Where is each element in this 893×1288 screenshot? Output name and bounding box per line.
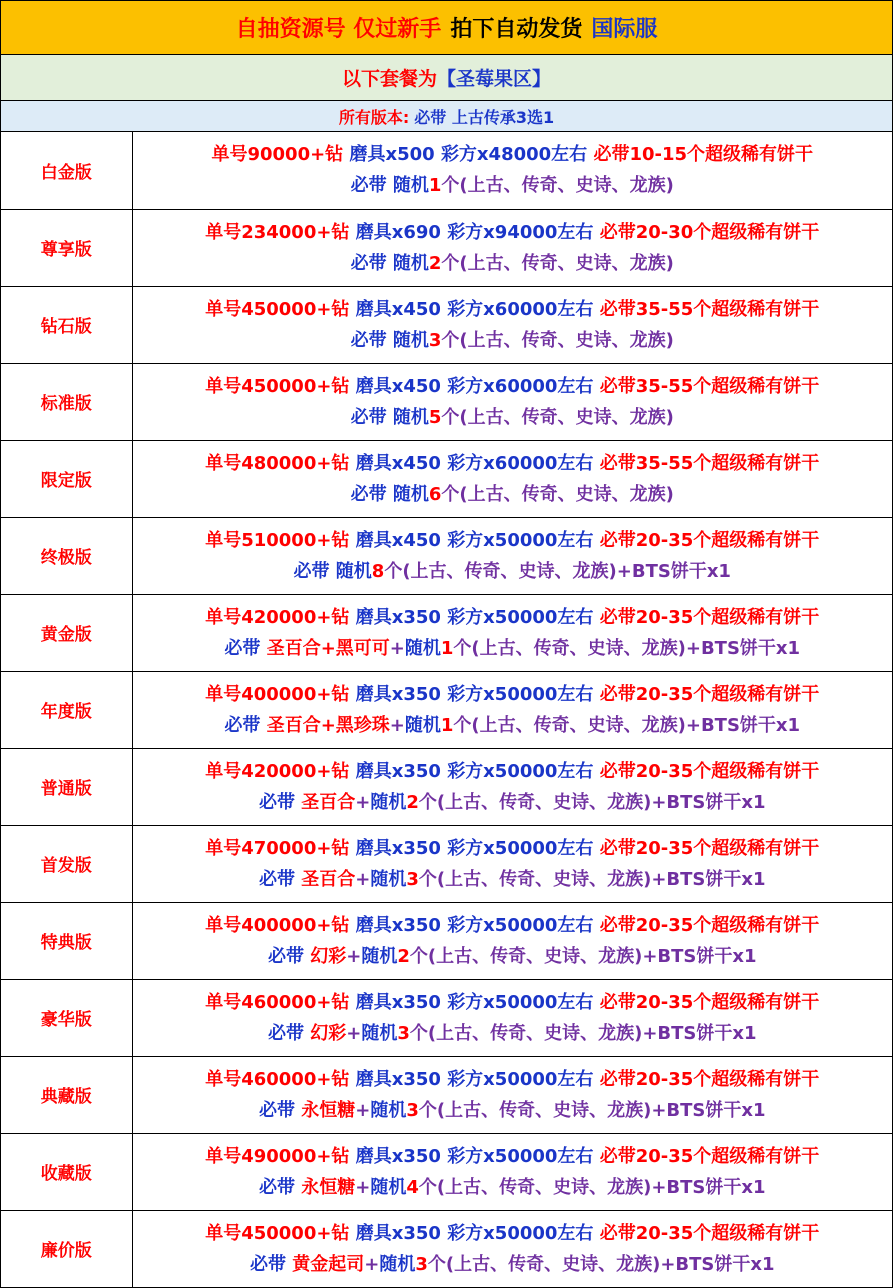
package-line-2 — [133, 941, 893, 972]
package-line-2 — [133, 864, 893, 895]
package-line-1 — [133, 679, 893, 710]
package-name: 标准版 — [1, 363, 132, 440]
subtitle-banner — [1, 55, 892, 101]
package-row — [1, 1056, 892, 1133]
package-name: 年度版 — [1, 671, 132, 748]
package-row — [1, 132, 892, 209]
package-line-1 — [133, 987, 893, 1018]
note-content: 必带 上古传承3选1 — [414, 107, 555, 127]
plus-sign: + — [355, 1176, 371, 1198]
bidai-label: 必带 — [350, 175, 387, 197]
random-tail: 个(上古、传奇、史诗、龙族) — [441, 252, 674, 274]
package-line-2 — [133, 1172, 893, 1203]
package-name: 终极版 — [1, 517, 132, 594]
random-label: 随机 — [361, 1022, 398, 1044]
package-line-1 — [133, 1218, 893, 1249]
rainbow-count: 彩方x60000左右 — [447, 298, 594, 320]
package-details — [132, 902, 892, 979]
guarantee-text: 必带20-35个超级稀有饼干 — [599, 760, 820, 782]
bidai-label: 必带 — [350, 252, 387, 274]
account-diamonds: 单号490000+钻 — [205, 1145, 350, 1167]
package-row — [1, 671, 892, 748]
package-row — [1, 209, 892, 286]
note-prefix: 所有版本: — [338, 107, 410, 127]
tools-count: 磨具x350 — [355, 914, 441, 936]
random-tail: 个(上古、传奇、史诗、龙族) — [441, 406, 674, 428]
random-tail: 个(上古、传奇、史诗、龙族) — [453, 714, 686, 736]
rainbow-count: 彩方x50000左右 — [447, 991, 594, 1013]
package-name: 白金版 — [1, 132, 132, 209]
package-line-1 — [133, 756, 893, 787]
random-count: 1 — [440, 637, 454, 659]
package-row — [1, 1210, 892, 1287]
random-count: 3 — [406, 1099, 419, 1121]
guarantee-text: 必带20-35个超级稀有饼干 — [599, 1222, 820, 1244]
bts-bonus: +BTS饼干x1 — [651, 1176, 766, 1198]
package-line-2 — [133, 402, 893, 433]
account-diamonds: 单号510000+钻 — [205, 529, 350, 551]
package-name: 收藏版 — [1, 1133, 132, 1210]
random-tail: 个(上古、传奇、史诗、龙族) — [418, 1099, 652, 1121]
package-name: 典藏版 — [1, 1056, 132, 1133]
tools-count: 磨具x450 — [355, 298, 441, 320]
extra-cookies: 永恒糖 — [301, 1176, 356, 1198]
package-line-2 — [133, 170, 893, 201]
bts-bonus: +BTS饼干x1 — [642, 1022, 757, 1044]
bidai-label: 必带 — [249, 1253, 286, 1275]
random-count: 6 — [428, 483, 442, 505]
tools-count: 磨具x450 — [355, 452, 441, 474]
bidai-label: 必带 — [350, 329, 387, 351]
account-diamonds: 单号460000+钻 — [205, 991, 350, 1013]
random-label: 随机 — [404, 714, 441, 736]
account-diamonds: 单号480000+钻 — [205, 452, 350, 474]
plus-sign: + — [346, 1022, 362, 1044]
package-line-2 — [133, 787, 893, 818]
package-line-1 — [133, 371, 893, 402]
title-part-server: 国际服 — [591, 17, 658, 42]
plus-sign: + — [389, 637, 405, 659]
package-name: 特典版 — [1, 902, 132, 979]
random-tail: 个(上古、传奇、史诗、龙族) — [418, 791, 652, 813]
package-line-1 — [133, 525, 893, 556]
random-label: 随机 — [370, 791, 407, 813]
rainbow-count: 彩方x48000左右 — [440, 144, 588, 166]
guarantee-text: 必带35-55个超级稀有饼干 — [599, 298, 820, 320]
random-tail: 个(上古、传奇、史诗、龙族) — [441, 329, 674, 351]
random-label: 随机 — [370, 1176, 407, 1198]
random-count: 3 — [415, 1253, 428, 1275]
random-tail: 个(上古、传奇、史诗、龙族) — [441, 483, 674, 505]
guarantee-text: 必带35-55个超级稀有饼干 — [599, 375, 820, 397]
tools-count: 磨具x350 — [355, 683, 441, 705]
package-name: 限定版 — [1, 440, 132, 517]
package-name: 普通版 — [1, 748, 132, 825]
package-name: 首发版 — [1, 825, 132, 902]
package-line-2 — [133, 248, 893, 279]
random-label: 随机 — [361, 945, 398, 967]
plus-sign: + — [364, 1253, 380, 1275]
package-row — [1, 363, 892, 440]
package-line-1 — [133, 833, 893, 864]
random-label: 随机 — [392, 406, 429, 428]
random-count: 3 — [428, 329, 442, 351]
extra-cookies: 幻彩 — [310, 1022, 347, 1044]
package-line-2 — [133, 633, 893, 664]
random-count: 1 — [440, 714, 454, 736]
package-line-1 — [133, 217, 893, 248]
bidai-label: 必带 — [224, 637, 261, 659]
note-banner — [1, 101, 892, 132]
package-line-1 — [133, 910, 893, 941]
random-count: 3 — [397, 1022, 410, 1044]
random-count: 1 — [428, 175, 442, 197]
package-details — [132, 594, 892, 671]
random-count: 4 — [406, 1176, 419, 1198]
package-line-2 — [133, 1249, 893, 1280]
tools-count: 磨具x350 — [355, 1145, 441, 1167]
bidai-label: 必带 — [224, 714, 261, 736]
package-line-1 — [133, 448, 893, 479]
bts-bonus: +BTS饼干x1 — [685, 714, 801, 736]
package-line-1 — [133, 1141, 893, 1172]
package-details — [132, 363, 892, 440]
random-label: 随机 — [392, 175, 429, 197]
package-line-2 — [133, 479, 893, 510]
extra-cookies: 圣百合 — [301, 791, 356, 813]
package-name: 黄金版 — [1, 594, 132, 671]
package-line-2 — [133, 1095, 893, 1126]
bts-bonus: +BTS饼干x1 — [616, 560, 731, 582]
bts-bonus: +BTS饼干x1 — [685, 637, 801, 659]
bidai-label: 必带 — [350, 483, 387, 505]
package-details — [132, 517, 892, 594]
package-line-2 — [133, 325, 893, 356]
guarantee-text: 必带20-35个超级稀有饼干 — [599, 837, 820, 859]
rainbow-count: 彩方x50000左右 — [447, 1145, 594, 1167]
package-row — [1, 440, 892, 517]
tools-count: 磨具x350 — [355, 837, 441, 859]
guarantee-text: 必带20-35个超级稀有饼干 — [599, 683, 820, 705]
rainbow-count: 彩方x50000左右 — [447, 1222, 594, 1244]
plus-sign: + — [355, 1099, 371, 1121]
title-part-main: 自抽资源号 仅过新手 — [235, 17, 442, 42]
package-details — [132, 132, 892, 209]
package-details — [132, 748, 892, 825]
package-details — [132, 825, 892, 902]
package-line-2 — [133, 556, 893, 587]
package-row — [1, 517, 892, 594]
random-count: 8 — [371, 560, 385, 582]
rainbow-count: 彩方x50000左右 — [447, 1068, 594, 1090]
random-label: 随机 — [392, 252, 429, 274]
package-row — [1, 594, 892, 671]
package-row — [1, 902, 892, 979]
account-diamonds: 单号420000+钻 — [205, 760, 350, 782]
random-tail: 个(上古、传奇、史诗、龙族) — [384, 560, 617, 582]
subtitle-server: 【圣莓果区】 — [437, 68, 552, 90]
package-line-1 — [133, 294, 893, 325]
tools-count: 磨具x350 — [355, 991, 441, 1013]
guarantee-text: 必带20-35个超级稀有饼干 — [599, 1068, 820, 1090]
extra-cookies: 黄金起司 — [292, 1253, 365, 1275]
random-tail: 个(上古、传奇、史诗、龙族) — [441, 175, 674, 197]
tools-count: 磨具x350 — [355, 606, 441, 628]
package-line-2 — [133, 710, 893, 741]
extra-cookies: 圣百合+黑珍珠 — [266, 714, 390, 736]
extra-cookies: 圣百合+黑可可 — [266, 637, 390, 659]
package-details — [132, 979, 892, 1056]
package-details — [132, 209, 892, 286]
title-banner — [1, 1, 892, 55]
rainbow-count: 彩方x50000左右 — [447, 606, 594, 628]
package-name: 尊享版 — [1, 209, 132, 286]
guarantee-text: 必带20-35个超级稀有饼干 — [599, 991, 820, 1013]
random-count: 2 — [397, 945, 410, 967]
random-tail: 个(上古、传奇、史诗、龙族) — [409, 945, 643, 967]
account-diamonds: 单号90000+钻 — [211, 144, 344, 166]
random-tail: 个(上古、传奇、史诗、龙族) — [409, 1022, 643, 1044]
package-line-1 — [133, 602, 893, 633]
plus-sign: + — [346, 945, 362, 967]
account-diamonds: 单号450000+钻 — [205, 298, 350, 320]
bidai-label: 必带 — [258, 1099, 295, 1121]
bidai-label: 必带 — [267, 1022, 304, 1044]
rainbow-count: 彩方x50000左右 — [447, 837, 594, 859]
random-tail: 个(上古、传奇、史诗、龙族) — [418, 1176, 652, 1198]
bidai-label: 必带 — [350, 406, 387, 428]
rainbow-count: 彩方x50000左右 — [447, 914, 594, 936]
rainbow-count: 彩方x60000左右 — [447, 452, 594, 474]
extra-cookies: 幻彩 — [310, 945, 347, 967]
random-label: 随机 — [370, 1099, 407, 1121]
rainbow-count: 彩方x50000左右 — [447, 760, 594, 782]
tools-count: 磨具x450 — [355, 529, 441, 551]
package-table — [1, 132, 892, 1288]
tools-count: 磨具x450 — [355, 375, 441, 397]
random-tail: 个(上古、传奇、史诗、龙族) — [453, 637, 686, 659]
random-label: 随机 — [370, 868, 407, 890]
guarantee-text: 必带10-15个超级稀有饼干 — [593, 144, 814, 166]
package-name: 廉价版 — [1, 1210, 132, 1287]
package-name: 钻石版 — [1, 286, 132, 363]
random-count: 2 — [428, 252, 442, 274]
package-details — [132, 1210, 892, 1287]
bidai-label: 必带 — [267, 945, 304, 967]
package-line-2 — [133, 1018, 893, 1049]
tools-count: 磨具x350 — [355, 1068, 441, 1090]
guarantee-text: 必带35-55个超级稀有饼干 — [599, 452, 820, 474]
package-details — [132, 1133, 892, 1210]
random-label: 随机 — [404, 637, 441, 659]
package-details — [132, 1056, 892, 1133]
guarantee-text: 必带20-35个超级稀有饼干 — [599, 529, 820, 551]
tools-count: 磨具x500 — [349, 144, 435, 166]
bts-bonus: +BTS饼干x1 — [651, 868, 766, 890]
account-diamonds: 单号450000+钻 — [205, 375, 350, 397]
bts-bonus: +BTS饼干x1 — [642, 945, 757, 967]
package-details — [132, 440, 892, 517]
rainbow-count: 彩方x94000左右 — [447, 221, 594, 243]
bidai-label: 必带 — [258, 791, 295, 813]
package-row — [1, 979, 892, 1056]
tools-count: 磨具x350 — [355, 760, 441, 782]
plus-sign: + — [355, 791, 371, 813]
random-count: 5 — [428, 406, 442, 428]
rainbow-count: 彩方x60000左右 — [447, 375, 594, 397]
account-diamonds: 单号420000+钻 — [205, 606, 350, 628]
random-label: 随机 — [392, 329, 429, 351]
guarantee-text: 必带20-35个超级稀有饼干 — [599, 606, 820, 628]
tools-count: 磨具x350 — [355, 1222, 441, 1244]
rainbow-count: 彩方x50000左右 — [447, 683, 594, 705]
bidai-label: 必带 — [293, 560, 330, 582]
guarantee-text: 必带20-35个超级稀有饼干 — [599, 914, 820, 936]
random-tail: 个(上古、传奇、史诗、龙族) — [427, 1253, 661, 1275]
tools-count: 磨具x690 — [355, 221, 441, 243]
account-diamonds: 单号450000+钻 — [205, 1222, 350, 1244]
account-diamonds: 单号400000+钻 — [205, 914, 350, 936]
random-count: 3 — [406, 868, 419, 890]
bts-bonus: +BTS饼干x1 — [651, 791, 766, 813]
plus-sign: + — [389, 714, 405, 736]
bidai-label: 必带 — [258, 1176, 295, 1198]
random-tail: 个(上古、传奇、史诗、龙族) — [418, 868, 652, 890]
title-part-delivery: 拍下自动发货 — [450, 17, 583, 42]
account-diamonds: 单号234000+钻 — [205, 221, 350, 243]
plus-sign: + — [355, 868, 371, 890]
random-label: 随机 — [379, 1253, 416, 1275]
bts-bonus: +BTS饼干x1 — [660, 1253, 775, 1275]
package-name: 豪华版 — [1, 979, 132, 1056]
random-label: 随机 — [335, 560, 372, 582]
guarantee-text: 必带20-30个超级稀有饼干 — [599, 221, 820, 243]
account-diamonds: 单号400000+钻 — [205, 683, 350, 705]
package-row — [1, 1133, 892, 1210]
package-details — [132, 286, 892, 363]
package-row — [1, 825, 892, 902]
random-count: 2 — [406, 791, 419, 813]
random-label: 随机 — [392, 483, 429, 505]
package-details — [132, 671, 892, 748]
bidai-label: 必带 — [258, 868, 295, 890]
subtitle-prefix: 以下套餐为 — [341, 68, 437, 90]
package-row — [1, 286, 892, 363]
package-line-1 — [133, 139, 893, 170]
rainbow-count: 彩方x50000左右 — [447, 529, 594, 551]
extra-cookies: 永恒糖 — [301, 1099, 356, 1121]
package-line-1 — [133, 1064, 893, 1095]
extra-cookies: 圣百合 — [301, 868, 356, 890]
package-row — [1, 748, 892, 825]
account-diamonds: 单号470000+钻 — [205, 837, 350, 859]
bts-bonus: +BTS饼干x1 — [651, 1099, 766, 1121]
guarantee-text: 必带20-35个超级稀有饼干 — [599, 1145, 820, 1167]
account-diamonds: 单号460000+钻 — [205, 1068, 350, 1090]
